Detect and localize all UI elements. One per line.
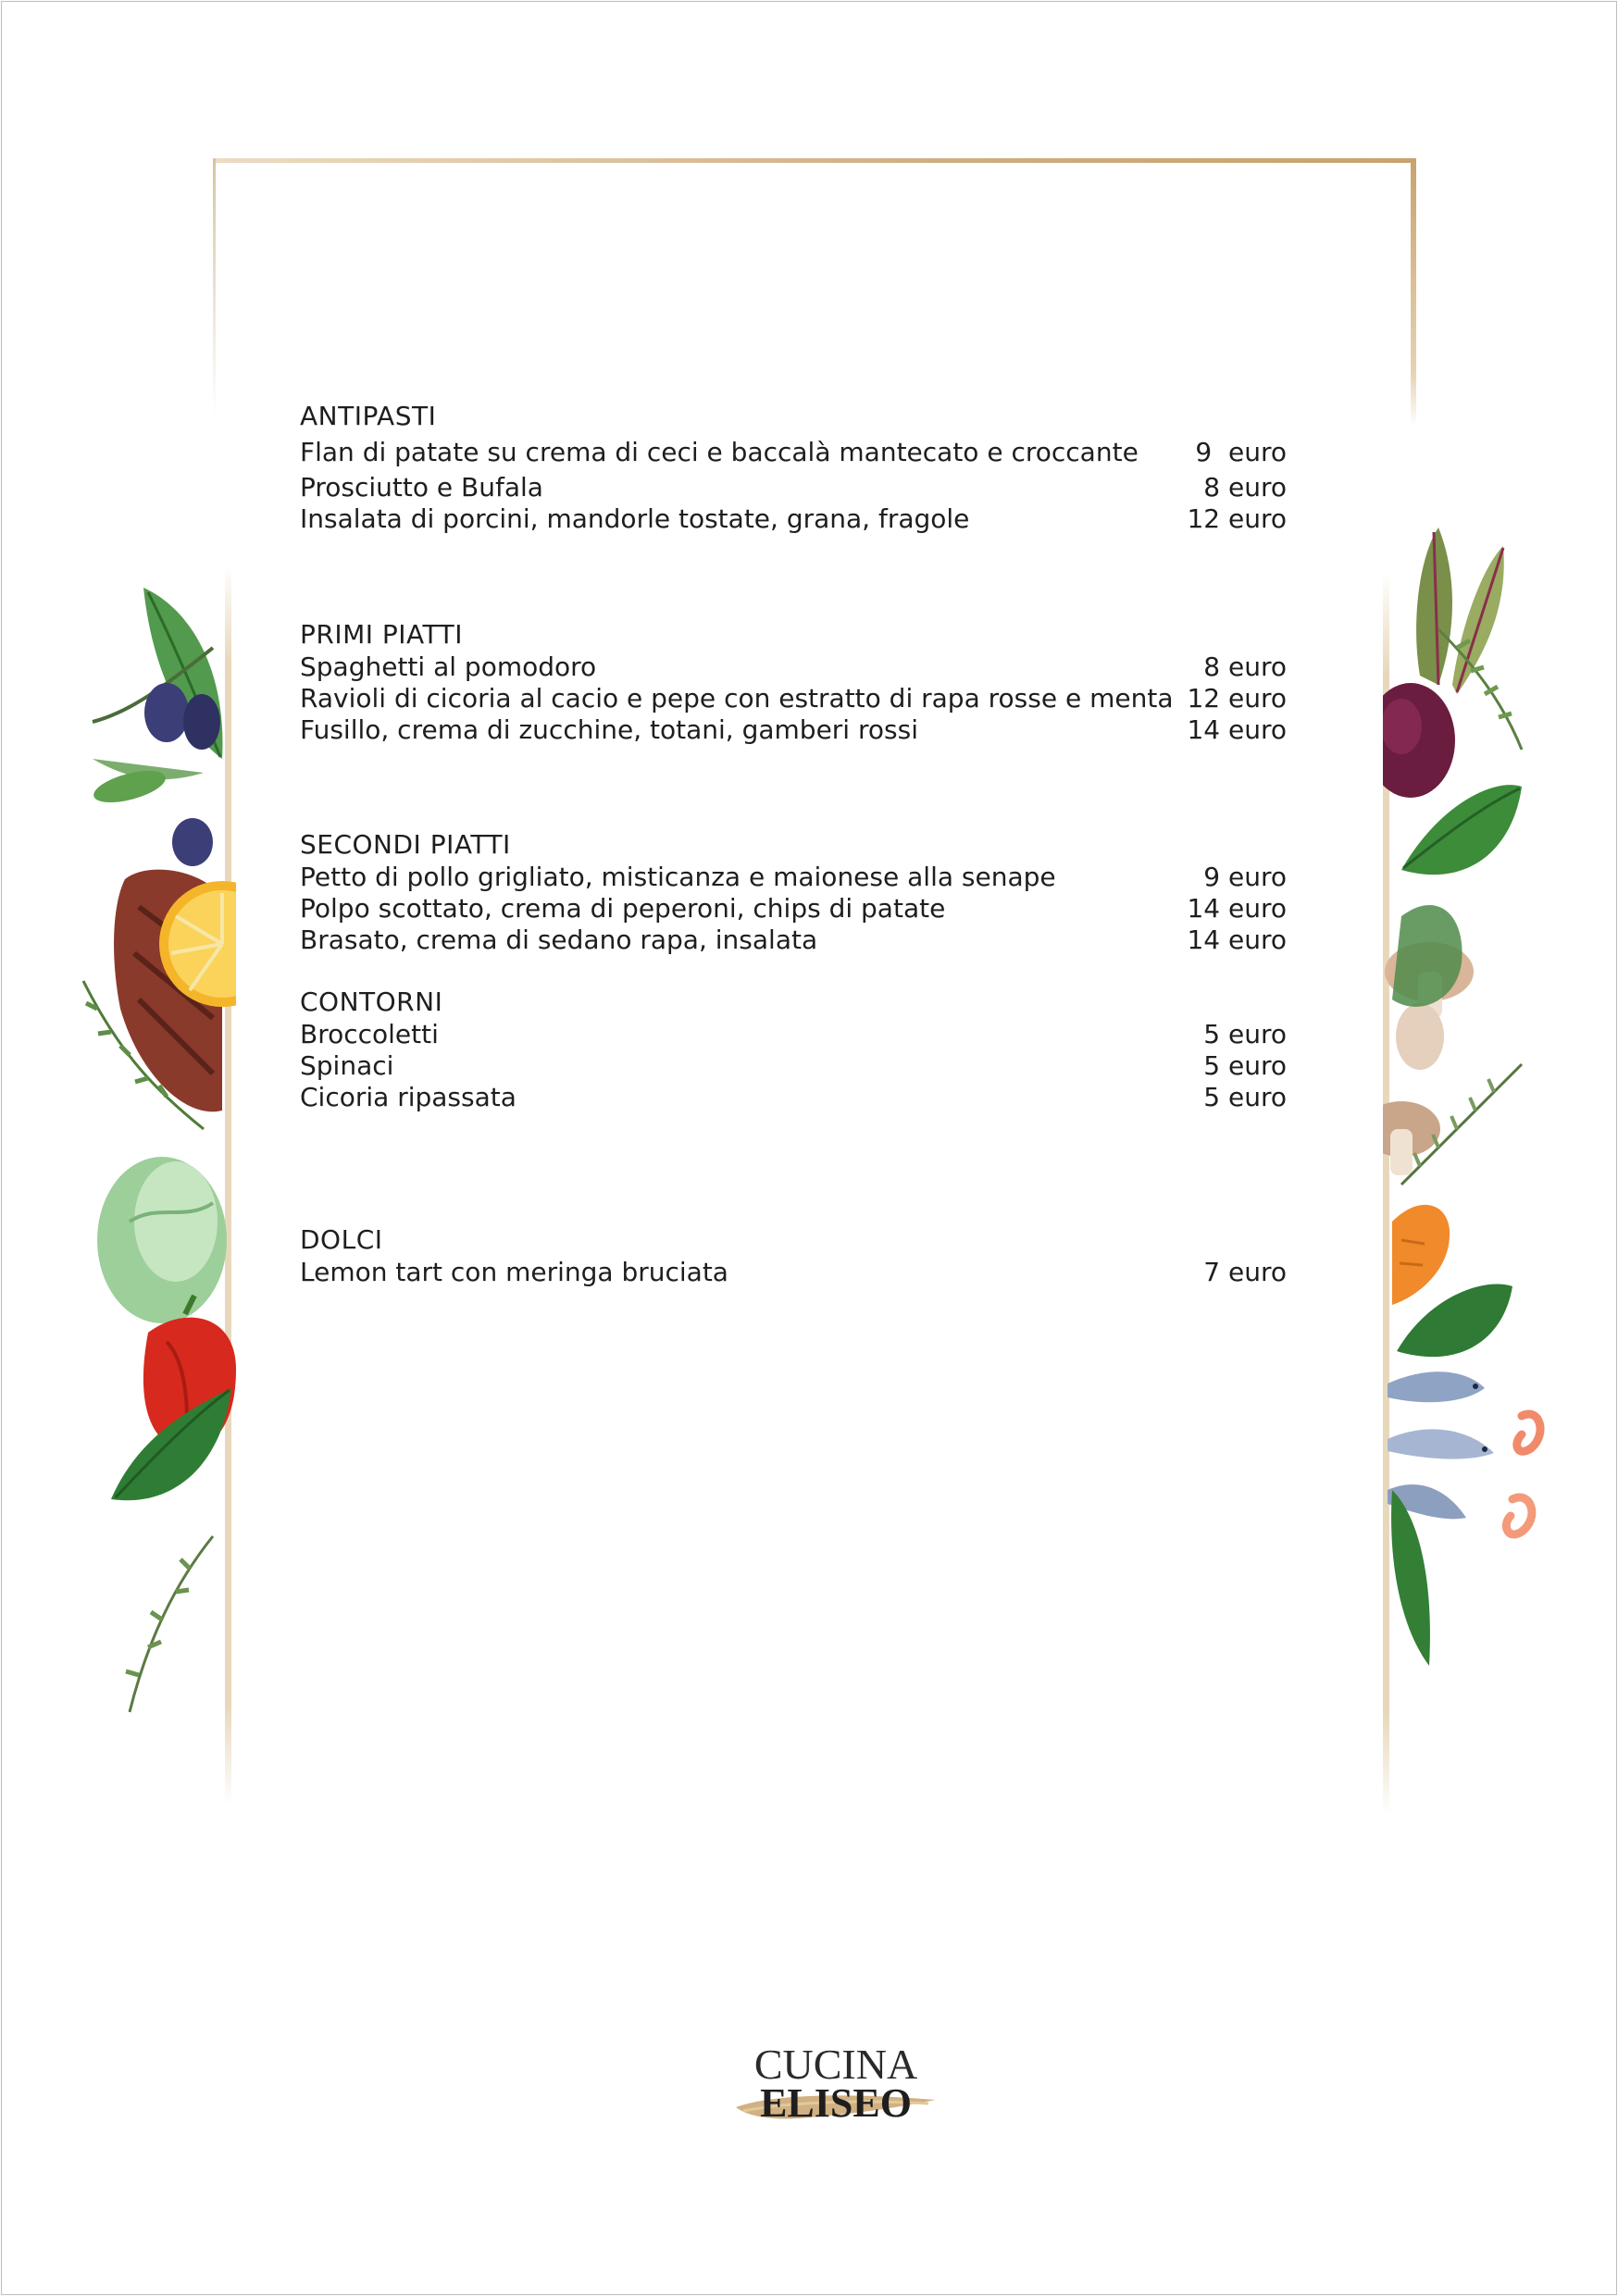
- menu-item: [300, 503, 1287, 535]
- item-name: Lemon tart con meringa bruciata: [300, 1257, 728, 1287]
- section-title: SECONDI PIATTI: [300, 829, 511, 860]
- frame-right-line: [1411, 158, 1416, 427]
- section-contorni: [300, 986, 1287, 1113]
- item-name: Petto di pollo grigliato, misticanza e maionese alla senape: [300, 862, 1056, 892]
- menu-item: [300, 437, 1287, 468]
- leaf-icon: [1397, 1285, 1512, 1358]
- frame-top-line: [215, 158, 1416, 163]
- menu-item: [300, 1019, 1287, 1050]
- item-name: Broccoletti: [300, 1019, 439, 1049]
- item-name: Spinaci: [300, 1050, 394, 1081]
- item-price: 14 euro: [1187, 925, 1287, 955]
- menu-item: [300, 893, 1287, 925]
- item-name: Cicoria ripassata: [300, 1082, 517, 1112]
- item-name: Polpo scottato, crema di peperoni, chips di patate: [300, 893, 946, 924]
- menu-item: [300, 652, 1287, 683]
- menu-item: [300, 862, 1287, 893]
- menu-item: [300, 1082, 1287, 1113]
- section-title: CONTORNI: [300, 987, 443, 1017]
- item-price: 8 euro: [1203, 472, 1287, 503]
- item-price: 5 euro: [1203, 1082, 1287, 1112]
- menu-item: [300, 1050, 1287, 1082]
- section-dolci: [300, 1223, 1287, 1288]
- right-vegetable-illustration: [1383, 518, 1550, 1684]
- section-title: DOLCI: [300, 1224, 383, 1255]
- section-primi-piatti: [300, 618, 1287, 746]
- menu-item: [300, 925, 1287, 956]
- page-border: [1, 1, 1617, 2295]
- thyme-sprig-icon: [126, 1536, 213, 1712]
- logo-line-2: ELISEO: [760, 2080, 912, 2126]
- item-name: Flan di patate su crema di ceci e baccalà mantecato e croccante: [300, 437, 1139, 467]
- menu-item: [300, 1257, 1287, 1288]
- section-title: PRIMI PIATTI: [300, 619, 464, 650]
- item-price: 14 euro: [1187, 714, 1287, 745]
- section-secondi-piatti: [300, 828, 1287, 956]
- cucina-eliseo-logo: [734, 2041, 938, 2129]
- frame-left-line: [213, 158, 216, 417]
- item-name: Fusillo, crema di zucchine, totani, gamberi rossi: [300, 714, 918, 745]
- shrimp-icon: [1506, 1414, 1540, 1534]
- item-name: Insalata di porcini, mandorle tostate, grana, fragole: [300, 503, 970, 534]
- section-antipasti: [300, 400, 1287, 535]
- beet-icon: [1383, 683, 1455, 798]
- cabbage-icon: [97, 1157, 227, 1323]
- menu-item: [300, 714, 1287, 746]
- item-price: 12 euro: [1187, 503, 1287, 534]
- item-name: Ravioli di cicoria al cacio e pepe con estratto di rapa rosse e menta: [300, 683, 1174, 714]
- left-vegetable-illustration: [74, 574, 236, 1731]
- carrot-icon: [1392, 1205, 1450, 1305]
- fish-icon: [1388, 1371, 1494, 1519]
- menu-item: [300, 472, 1287, 503]
- item-price: 14 euro: [1187, 893, 1287, 924]
- leaf-icon: [1401, 785, 1522, 875]
- item-name: Prosciutto e Bufala: [300, 472, 543, 503]
- beet-greens-icon: [1416, 527, 1504, 694]
- item-price: 8 euro: [1203, 652, 1287, 682]
- logo-line-1: CUCINA: [753, 2041, 918, 2088]
- item-price: 5 euro: [1203, 1019, 1287, 1049]
- menu-item: [300, 683, 1287, 714]
- section-title: ANTIPASTI: [300, 401, 437, 431]
- item-price: 7 euro: [1203, 1257, 1287, 1287]
- item-name: Brasato, crema di sedano rapa, insalata: [300, 925, 818, 955]
- item-price: 9 euro: [1203, 862, 1287, 892]
- leaf-icon: [1391, 1490, 1430, 1666]
- item-price: 12 euro: [1187, 683, 1287, 714]
- item-name: Spaghetti al pomodoro: [300, 652, 597, 682]
- item-price: 5 euro: [1203, 1050, 1287, 1081]
- item-price: 9 euro: [1195, 437, 1287, 467]
